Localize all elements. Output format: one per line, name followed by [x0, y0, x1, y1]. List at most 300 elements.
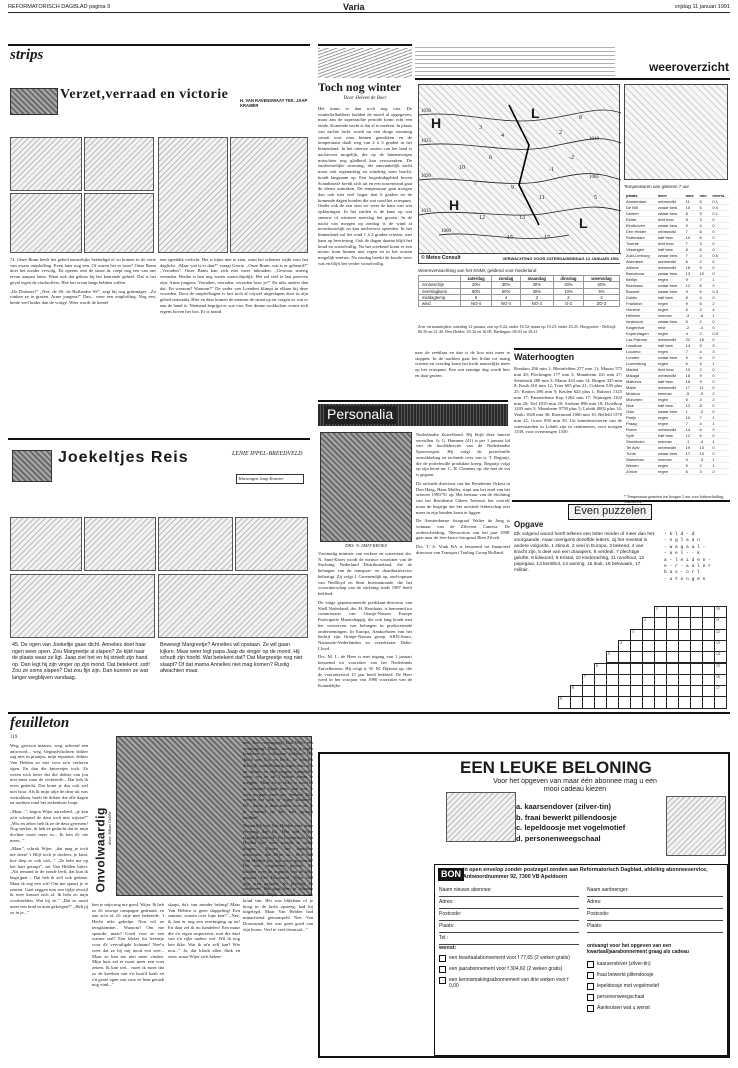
- temp-table-cell: half bew.: [656, 403, 684, 409]
- map-credit: © Meteo Consult: [421, 255, 461, 261]
- temp-table-cell: Berlijn: [624, 277, 656, 283]
- bon-choice-list: [587, 961, 721, 1016]
- temp-table-cell: -2: [684, 325, 698, 331]
- temp-table-cell: 0: [710, 433, 730, 439]
- ad-title: EEN LEUKE BELONING: [460, 758, 652, 777]
- temp-table-cell: zwaar bew.: [656, 253, 684, 259]
- temp-table-cell: 6: [698, 235, 711, 241]
- feuilleton-para-6: nen. Een overtuiging! Had Wijer een overtuiging? Maar... moest je je eigen kinderen zo volkomen loslaten? Hij dacht aan Cor en Rick. Ze konden dikwijls ondeelbaartig tegen hem zijn en dwars, en zijn vingers kaakelden soms, om ze uit 't bruine asmin te meppen. Maar als je zicht in nood of in verstand tegen hem, dan zou je toch nergens meer aan denken! Dan wenste het toch je eigen kinderen. Of... dacht je daar anders over als je je eenmaal op het hart getrapt hadden?: [243, 740, 313, 820]
- puzzle-letter-row: - k l d - d: [664, 532, 695, 537]
- checkbox-label: lepeldoosje met vogelmotief: [597, 983, 659, 989]
- form-field-label: Plaats:: [439, 923, 455, 929]
- temp-table-cell: zwaar bew.: [656, 409, 684, 415]
- puzzle-letter-row: - u t e n g e n: [664, 576, 706, 582]
- feuilleton-author-strip: [106, 740, 114, 900]
- forecast-cell: 6: [460, 294, 492, 300]
- temp-table-cell: 3: [710, 349, 730, 355]
- feuilleton-para-2: „Maar...”, begon Wijer aarzelend, „je ken zo'n schepsel de deur toch niet wijzen?” „Wis en zeker heb ik ze de deur gewezen! Nog sterker, ik heb ze gedacht dat ze mijn dochter nooit meer in... Ik ken d'r nie meer...”: [10, 809, 88, 843]
- map-temp: 11: [539, 195, 545, 201]
- temp-table-cell: Warschau: [624, 457, 656, 463]
- map-isobar-1: 1030: [421, 109, 431, 114]
- checkbox[interactable]: [439, 977, 446, 984]
- temp-table-cell: regen: [656, 349, 684, 355]
- temp-col-header: min: [698, 193, 711, 199]
- bon-box: [434, 864, 728, 1056]
- puzzle-cell-number: 3: [632, 629, 634, 634]
- temp-table-cell: zwaar bew.: [656, 205, 684, 211]
- bon-subscription-list: [439, 955, 579, 994]
- weather-title: weeroverzicht: [648, 60, 729, 74]
- puzzle-title: Even puzzelen: [568, 504, 652, 520]
- temp-table-cell: 10: [684, 205, 698, 211]
- temp-table-cell: 18: [684, 373, 698, 379]
- temp-table-cell: 1: [710, 463, 730, 469]
- puzzle-cell-number: 17: [716, 686, 720, 691]
- temp-table-cell: Vlissingen: [624, 247, 656, 253]
- temp-table-cell: 1: [684, 409, 698, 415]
- water-title: Waterhoogten: [514, 352, 575, 362]
- temp-table-cell: onbewolkt: [656, 373, 684, 379]
- temp-table-cell: -4: [698, 439, 711, 445]
- map-front-h1: H: [431, 115, 442, 131]
- temp-table-cell: onbewolkt: [656, 199, 684, 205]
- column-title: Toch nog winter: [318, 80, 401, 94]
- water-section: [514, 348, 622, 478]
- checkbox-row[interactable]: [439, 966, 579, 973]
- temp-table-cell: 9: [698, 379, 711, 385]
- temp-table-cell: onbewolkt: [656, 265, 684, 271]
- puzzle-subtitle: Opgave: [514, 520, 544, 529]
- temp-table-cell: 7: [684, 253, 698, 259]
- map-temp: 10: [459, 165, 465, 171]
- temp-table-cell: regen: [656, 421, 684, 427]
- temp-table-cell: -5: [684, 391, 698, 397]
- checkbox[interactable]: [587, 1005, 594, 1012]
- temp-table-cell: Malaga: [624, 373, 656, 379]
- temp-table-cell: 4: [710, 307, 730, 313]
- temp-table-cell: sneeuw: [656, 457, 684, 463]
- temp-table-cell: onbewolkt: [656, 337, 684, 343]
- feuilleton-label: feuilleton: [10, 715, 70, 731]
- temp-table-cell: regen: [656, 331, 684, 337]
- temp-table-cell: 0.4: [710, 205, 730, 211]
- bon-choose-text: ontvangt voor het opgeven van een kwartaal/jaarabonnement graag als cadeau: [587, 943, 689, 956]
- temp-table-cell: regen: [656, 463, 684, 469]
- temp-table-cell: 8: [684, 211, 698, 217]
- forecast-cell: 30%: [492, 282, 520, 288]
- form-field[interactable]: [439, 899, 579, 909]
- ad-option: c. lepeldoosje met vogelmotief: [516, 823, 626, 832]
- weather-rule: [415, 78, 730, 80]
- temp-table-cell: 6: [684, 259, 698, 265]
- temp-table-cell: 0: [710, 373, 730, 379]
- temp-table-cell: 4: [684, 331, 698, 337]
- map-temp: 15: [507, 235, 513, 241]
- temp-table-cell: 3: [698, 469, 711, 475]
- temp-table-cell: zwaar bew.: [656, 283, 684, 289]
- column-paragraph: Het komt er dan toch nog van. De winterliefhebbers hadden de moed al opgegeven, maar aan de superzachte periode komt echt een einde. Komende nacht is dat al te merken. In plaats van zachte lucht wordt nu een droge stroming vanuit oost naar binnen getrokken en de temperatuur daalt weg van 2 à 3 graden in het binnenland. In het uiterste oosten van het land is nachtvorst mogelijk, die op de binnenwegen misschien nog gladheid kan veroorzaken. De zuidwestelijke stroming, die aanvankelijk zacht maar ook regenachtig en winderig weer bracht, houdt langzaam op. Een hogedrukgebied boven Scandinavië breidt zich uit en een oostenwind gaat de dienst uitmaken. De temperatuur gaat morgen dan ook niet veel hoger dan 6 graden en de komende dagen houden die wat rond het vriespunt. Onder ook de zon zien we weer de kans van wat opklaringen. In het zuiden is de kans op wat sneeuw of winterse neerslag het grootst. In de nacht van morgen op zondag is de wind al noordoostelijk en kan nachtvorst optreden. In het binnenland zal het rond 1 à 2 graden vriezen, met kans op bevriezing. Ook de dagen daarna blijft het koud en wisselvallig. Na het weekend komt er een nieuw front binnen met regen en in het oosten mogelijk sneeuw. Na zondag breekt de koude weer wat en blijft het verder wisselvallig.: [318, 106, 413, 266]
- temp-table-cell: 0.1: [710, 211, 730, 217]
- temp-table-cell: zwaar bew.: [656, 355, 684, 361]
- temp-table-cell: -9: [698, 391, 711, 397]
- form-field[interactable]: [439, 887, 579, 897]
- temp-table-cell: half bew.: [656, 433, 684, 439]
- form-field-label: Tel.:: [439, 935, 449, 941]
- map-temp: -2: [569, 155, 574, 161]
- strip2-title: Joekeltjes Reis: [58, 449, 189, 466]
- personalia-para: Voormalig minister van verkeer en waterstaat drs. N. Smit-Kroes wordt de nieuwe voorzitter van de Stichting Nederland Distributieland, die de belangen van de transport- en distributiesector behartigt. Zij volgt J. Groenendijk op, oud-topman van Nedlloyd en Smit Internationale, die het voorzitterschap van de stichting sinds 1987 heeft bekleed.: [318, 551, 412, 597]
- form-field[interactable]: [587, 923, 723, 933]
- puzzle-grid: [558, 606, 726, 708]
- ad-option: a. kaarsendover (zilver-tin): [516, 802, 612, 811]
- forecast-col: zaterdag: [460, 276, 492, 282]
- strip2-panel-2: [84, 517, 156, 571]
- temp-table-cell: 7: [698, 277, 711, 283]
- temp-table-cell: 9: [684, 355, 698, 361]
- temp-table-cell: 0: [710, 241, 730, 247]
- temp-table-cell: Amsterdam: [624, 199, 656, 205]
- temp-table-cell: Zürich: [624, 469, 656, 475]
- personalia-rule: [318, 400, 508, 402]
- puzzle-cell-number: 2: [644, 618, 646, 623]
- temp-table-cell: 6: [698, 427, 711, 433]
- forecast-title: Weersverwachting van het KNMI, geldend voor Nederland: [418, 268, 537, 273]
- form-field[interactable]: [439, 923, 579, 933]
- map-isobar-3: 1020: [421, 174, 431, 179]
- temp-table-cell: half bew.: [656, 247, 684, 253]
- strip1-text-left: [10, 257, 156, 381]
- checkbox-row[interactable]: [439, 955, 579, 962]
- temp-table-cell: 10: [684, 415, 698, 421]
- strip1-title: Verzet,verraad en victorie: [60, 87, 229, 102]
- temp-table-cell: 4: [698, 295, 711, 301]
- puzzle-letter-row: b a s - o r l: [664, 570, 700, 576]
- temp-table-cell: Bordeaux: [624, 283, 656, 289]
- forecast-cell: middagtemp.: [419, 294, 461, 300]
- temp-table-cell: De Bilt: [624, 205, 656, 211]
- puzzle-cell-number: 1: [656, 607, 658, 611]
- form-field-label: Plaats:: [587, 923, 603, 929]
- temp-table-cell: 0: [710, 355, 730, 361]
- temp-table-cell: 2: [698, 331, 711, 337]
- feuilleton-rule: [8, 712, 730, 714]
- temp-table-row: [624, 223, 730, 229]
- checkbox-label: personenweegschaal: [597, 994, 645, 1000]
- sun-moon-times: Zon- en maantijden: zaterdag 12 januari, zon op 8.44, onder 16.52; maan op 10.23, onder 23.25. Hoogwater - Delfzijl: 06.56 en 21.40. Den Helder: 03.34 en 16.09. Harlingen: 06.03 en 18.41.: [418, 324, 617, 335]
- feuilleton-para-5: slaapt, da's van minder belang! Maar Van Helden is geen slappeling! Een stamtoi, waarin over lope ken!” „Nee, ik hou er nog een overtuiging op na! En daar zel ik nu handelen! Een muur die z'n eigen respecteert, mot die daaf van z'n rijke ouders wel. Wil ik nog ken ikke. Wat ik m'n zelf kan? Wie nou...” Ja, dat klonk allen flink en stoer, maar Wijer zich beken-: [168, 902, 240, 959]
- temp-table-cell: zwaar bew.: [656, 289, 684, 295]
- temp-table-cell: 1: [710, 361, 730, 367]
- checkbox-row[interactable]: [587, 972, 721, 979]
- temp-table-cell: 22: [684, 337, 698, 343]
- temp-table-cell: 7: [698, 415, 711, 421]
- temp-table-cell: half bew.: [656, 379, 684, 385]
- strip1-title-banner: [8, 88, 310, 116]
- feuilleton-col-1: [10, 743, 88, 1061]
- strips-label: strips: [10, 47, 44, 63]
- temp-table-cell: sneeuw: [656, 313, 684, 319]
- temp-table-body: [624, 199, 730, 475]
- checkbox-label: Aankruisen wat u wenst: [597, 1005, 650, 1011]
- temp-table-cell: 5: [698, 205, 711, 211]
- strip2-credits2: Tekeningen Jaap Kramer: [236, 474, 304, 484]
- strip1-paragraph-1: 74. Onze Bram heeft het gebed nauwelijks beëindigd of zo komen in de verte van zwaar ontploffing. Even later nog een. Of waren het er twee? Onze Bram doet het zonder vervolg. En opeens rent de straat in, roept nog een van ons ervan aanpen laten. Want ook dat gekras bij het keurende geheel. Dat is het geval tegen de slachtoffers. Hoe het ervan langs hebben willen.: [10, 257, 156, 285]
- forecast-grid: [418, 275, 620, 307]
- temp-table-cell: licht bew.: [656, 217, 684, 223]
- ad-subtitle: Voor het opgeven van maar één abonnee mag u een mooi cadeau kiezen: [493, 778, 657, 793]
- temp-table-cell: 10: [698, 271, 711, 277]
- strip1-panel-6: [230, 137, 308, 253]
- temp-table-cell: licht bew.: [656, 241, 684, 247]
- temp-table-cell: 0: [710, 229, 730, 235]
- temp-table-cell: Parijs: [624, 415, 656, 421]
- ad-option: d. personenweegschaal: [516, 833, 601, 843]
- temp-table-cell: Praag: [624, 421, 656, 427]
- temp-table-cell: 1: [710, 415, 730, 421]
- temp-table-cell: 4: [698, 349, 711, 355]
- puzzle-cell-number: 16: [716, 674, 720, 679]
- temp-table-cell: 17: [684, 385, 698, 391]
- strip2-panel-4: [235, 517, 308, 571]
- temp-table-cell: licht bew.: [656, 367, 684, 373]
- strip2-title-figure: [12, 450, 52, 482]
- temp-table-cell: 7: [684, 229, 698, 235]
- form-field-label: Postcode:: [587, 911, 610, 917]
- form-field[interactable]: [587, 887, 723, 897]
- temp-table-cell: 5: [684, 319, 698, 325]
- strip1-panel-3: [10, 193, 82, 253]
- temp-table-cell: 0.3: [710, 289, 730, 295]
- temp-table-cell: 2: [698, 259, 711, 265]
- map-temp: 8: [579, 115, 582, 121]
- map-isobar-7: 1000: [441, 229, 451, 234]
- temp-table-cell: Moskou: [624, 391, 656, 397]
- checkbox-label: een kwartaalabonnement voor f 77,65 (2 weken gratis): [449, 955, 570, 961]
- temp-table-cell: 9: [684, 277, 698, 283]
- checkbox[interactable]: [587, 961, 594, 968]
- temp-table-cell: -4: [698, 325, 711, 331]
- puzzle-letter-list: [664, 532, 728, 583]
- temp-table-cell: regen: [656, 361, 684, 367]
- temp-table-cell: Wenen: [624, 463, 656, 469]
- temp-table-cell: 4: [698, 421, 711, 427]
- temp-table-cell: Deelen: [624, 211, 656, 217]
- checkbox-label: een kennismakingsabonnement van drie weken voor f 0,00: [449, 977, 569, 990]
- temp-table-cell: zwaar bew.: [656, 319, 684, 325]
- map-temp: 17: [544, 235, 550, 241]
- temp-table-cell: 8: [684, 247, 698, 253]
- puzzle-cell[interactable]: [714, 696, 727, 708]
- map-temp: 4: [501, 133, 504, 139]
- checkbox-row[interactable]: [439, 977, 579, 990]
- temp-table-cell: 0: [710, 217, 730, 223]
- puzzle-cell-number: 12: [716, 629, 720, 634]
- temp-table-cell: Las Palmas: [624, 337, 656, 343]
- temp-table-row: [624, 319, 730, 325]
- temp-table-cell: 12: [684, 283, 698, 289]
- map-temp: 12: [479, 215, 485, 221]
- temp-table-cell: 7: [684, 349, 698, 355]
- forecast-cell: 40%: [584, 282, 620, 288]
- temp-table-cell: Helsinki: [624, 313, 656, 319]
- temp-table-cell: zwaar bew.: [656, 451, 684, 457]
- forecast-cell: 30%: [520, 282, 553, 288]
- temp-table-cell: 6: [698, 433, 711, 439]
- temp-footnote: * Temperatuur gemeten ten hoogste 2 uur voor kabsarcluiding waarneemt: [624, 494, 724, 504]
- temp-table-cell: 9: [684, 289, 698, 295]
- checkbox-label: kaarsendover (zilver-tin): [597, 961, 651, 967]
- puzzle-cell-number: 8: [572, 686, 574, 691]
- temp-table-cell: 9: [698, 343, 711, 349]
- checkbox[interactable]: [587, 972, 594, 979]
- forecast-cell: NO-4: [492, 301, 520, 307]
- temp-table-cell: 2: [698, 319, 711, 325]
- checkbox-row[interactable]: [587, 1005, 721, 1012]
- temp-table-cell: Split: [624, 433, 656, 439]
- temp-table-cell: 13: [684, 403, 698, 409]
- temp-table-cell: 0: [710, 223, 730, 229]
- temp-table-cell: 0: [710, 337, 730, 343]
- temp-table-cell: 16: [684, 379, 698, 385]
- temp-table-cell: mist: [656, 325, 684, 331]
- temp-table-cell: 1: [710, 439, 730, 445]
- personalia-para: Drs. M. L. de Heer is met ingang van 1 januari benoemd tot voorzitter van het Nederlands Zuivelbureau. Hij volgt ir. W. M. Dijkstra op, die de voorzittersrol 15 jaar heeft bekleed. De Heer werd in het voorjaar van 1990 voorzitter van de Koninklijke: [318, 654, 412, 689]
- temp-table-cell: 2: [710, 301, 730, 307]
- temp-table-cell: zwaar bew.: [656, 223, 684, 229]
- temp-table-cell: 1: [710, 421, 730, 427]
- temp-table-cell: Stockholm: [624, 439, 656, 445]
- temp-table-cell: 9: [698, 373, 711, 379]
- temp-table-cell: 1: [710, 277, 730, 283]
- temp-table-cell: 6: [698, 355, 711, 361]
- temp-table-cell: 9: [684, 301, 698, 307]
- temp-table-cell: Dublin: [624, 295, 656, 301]
- strip2-credits: LENIE IPPEL-BREEDVELD: [232, 451, 303, 457]
- temp-table-title: Temperaturen van gisteren 7 uur: [624, 184, 690, 189]
- temp-table-row: [624, 253, 730, 259]
- strip1-panel-2: [84, 137, 154, 191]
- ad-option: b. fraai bewerkt pillendoosje: [516, 812, 617, 822]
- checkbox[interactable]: [439, 966, 446, 973]
- header-center: Varia: [343, 2, 365, 12]
- puzzle-cell-number: 4: [620, 640, 622, 645]
- personalia-header: [318, 404, 508, 426]
- personalia-para: De Amsterdamse fotograaf Walter de Jong is winnaar van de Zilveren Camera. De onderscheiding, 'Nieuwsfoto van het jaar 1990' gaat naar de free-lance-fotograaf Rien Zilvelt.: [416, 518, 510, 541]
- temp-table-cell: 16: [698, 337, 711, 343]
- checkbox-row[interactable]: [587, 994, 721, 1001]
- temp-table-cell: regen: [656, 469, 684, 475]
- temp-table-cell: Klagenfurt: [624, 325, 656, 331]
- temp-table-cell: 0: [710, 295, 730, 301]
- temp-table-cell: 0: [710, 325, 730, 331]
- map-isobar-4: 1015: [421, 209, 431, 214]
- puzzle-cell-number: 9: [560, 697, 562, 702]
- map-isobar-5: 1010: [589, 137, 599, 142]
- strip2-text-right: Beweegt Margreetje? Annelies wil opstaan. Ze wil gaan kijken. Maar weer legt papa Jaap de vinger op de mond. Hij schudt zijn hoofd. Wat betekent dat? Dat Margreetje nog niet slaapt? Of dat mama Annelies niet mag komen? Rustig afwachten maar.: [160, 642, 303, 675]
- forecast-cell: 10%: [553, 288, 583, 294]
- personalia-para: Nederlandse Zuivelbond. Hij blijft deze functie vervullen. Ir. G. Hammer (41) is per 1 januari lid van de hoofddirectie van de Nederlandse Spoorwegen. Hij volgt de portefeuille ontwikkeling en techniek over van ir. T. Regtuijt, die de portefeuille produktie kreeg. Regtuijt volgt op zijn beurt mr. C. H. Clemens op, die met de vut is gegaan.: [416, 432, 510, 478]
- temp-table-cell: Rotterdam: [624, 235, 656, 241]
- form-field[interactable]: [439, 935, 579, 945]
- strip2-panel-5: [10, 574, 155, 638]
- checkbox[interactable]: [439, 955, 446, 962]
- checkbox-row[interactable]: [587, 961, 721, 968]
- puzzle-letter-row: a - l e i d e n -: [664, 557, 711, 563]
- page-header: [8, 3, 730, 13]
- forecast-cell: NO-4: [460, 301, 492, 307]
- forecast-cell: wind: [419, 301, 461, 307]
- temp-table-cell: onbewolkt: [656, 385, 684, 391]
- forecast-cell: neerslagkans: [419, 288, 461, 294]
- temp-table-cell: 2: [710, 469, 730, 475]
- map-isobar-2: 1025: [421, 139, 431, 144]
- temp-table-cell: Innsbruck: [624, 319, 656, 325]
- puzzle-letter-row: - n g l a a n: [664, 538, 700, 544]
- forecast-col: maandag: [520, 276, 553, 282]
- temp-table-cell: 0: [710, 403, 730, 409]
- checkbox[interactable]: [587, 983, 594, 990]
- temp-table-cell: Tel Aviv: [624, 445, 656, 451]
- forecast-cell: 4: [492, 294, 520, 300]
- temp-table-cell: 16: [684, 265, 698, 271]
- forecast-cell: 50%: [492, 288, 520, 294]
- column-header-illustration: [318, 48, 412, 78]
- forecast-body: [419, 282, 620, 307]
- forecast-cell: 30%: [553, 282, 583, 288]
- temp-table-cell: Kopenhagen: [624, 331, 656, 337]
- strip1-panel-1: [10, 137, 82, 191]
- temp-table-cell: Londen: [624, 355, 656, 361]
- temp-table-cell: -2: [698, 409, 711, 415]
- map-temp: 9: [511, 185, 514, 191]
- bon-wenst: wenst:: [439, 945, 457, 951]
- form-field-label: Adres:: [439, 899, 454, 905]
- form-field[interactable]: [439, 911, 579, 921]
- header-left: REFORMATORISCH DAGBLAD pagina 9: [8, 4, 111, 10]
- temp-table-cell: half bew.: [656, 295, 684, 301]
- feuilleton-series-title: [90, 740, 106, 900]
- checkbox-label: fraai bewerkt pillendoosje: [597, 972, 654, 978]
- puzzle-letter-row: - a e l - - k: [664, 551, 700, 557]
- temp-table-cell: 6: [698, 289, 711, 295]
- form-field[interactable]: [587, 911, 723, 921]
- checkbox-row[interactable]: [587, 983, 721, 990]
- personalia-title: Personalia: [324, 406, 396, 424]
- temp-table-cell: 17: [684, 451, 698, 457]
- temp-table-cell: regen: [656, 397, 684, 403]
- temp-table-grid: [624, 193, 730, 475]
- map-temp: 5: [594, 195, 597, 201]
- personalia-para: De artistiek directeur van het Residentie Orkest in Den Haag, Hans Muller, stapt aan het eind van het seizoen 1990/'91 op. Het bestuur van de Stichting van het Residentie Orkest 'betreurt het vertrek' maar de begrijpt dat het artistiek leiderschap niet meer in zijn handen komt te liggen.: [416, 480, 510, 515]
- temp-table-cell: 0.5: [710, 331, 730, 337]
- bon-text: in open envelop zonder postzegel zenden aan Reformatorisch Dagblad, afdeling abonneeservice, Antwoordnummer 92, 7300 VB Apeldoorn: [463, 867, 708, 880]
- checkbox[interactable]: [587, 994, 594, 1001]
- temp-table-cell: 0: [710, 271, 730, 277]
- personalia-photo: [320, 432, 412, 542]
- forecast-table: [418, 275, 620, 319]
- bon-form-left: [439, 887, 579, 947]
- temp-table-cell: 9: [684, 223, 698, 229]
- temp-table: [624, 193, 730, 493]
- temp-table-cell: 0: [710, 319, 730, 325]
- temp-table-cell: 12: [684, 433, 698, 439]
- personalia-para: De enige gepensioneerde predikant-directeur van Shell Nederland, drs. H. Hoorkaas, is benoemd tot commissaris van Oranje-Nassau Europe Participatie Maatschappij, die ook lang houdt met het verwerven van belangen in producerende ondernemingen. In Europa, Aankoeboen van het bedrijf zijn Oranje-Nassau groep, ABN/Amro, Nationale-Nederlanden en verzekeraar Delta-Lloyd.: [318, 599, 412, 651]
- forecast-cell: 3: [520, 294, 553, 300]
- form-field[interactable]: [587, 899, 723, 909]
- puzzle-letter-row: e - r - a a l e r: [664, 564, 711, 570]
- puzzle-cell-number: 13: [716, 640, 720, 645]
- forecast-cell: 50%: [460, 288, 492, 294]
